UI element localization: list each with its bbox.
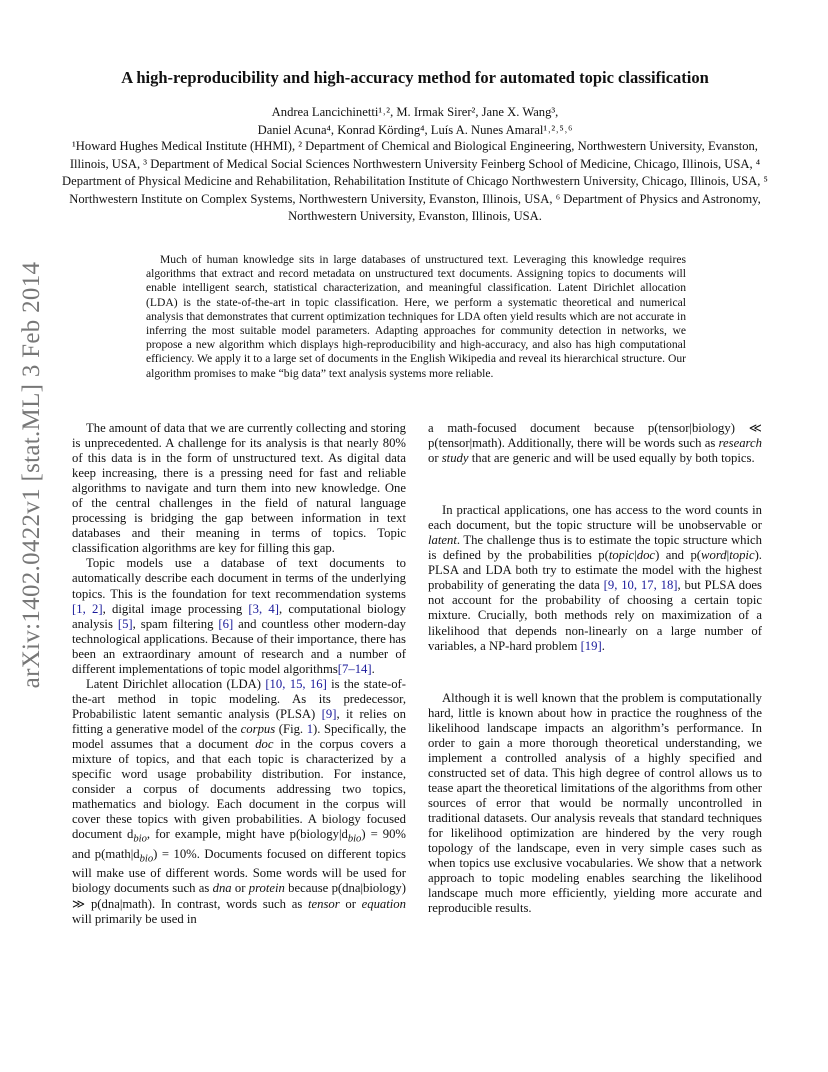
paper-title: A high-reproducibility and high-accuracy method for automated topic classification (121, 68, 709, 87)
author-list (60, 104, 770, 139)
affiliations: ¹Howard Hughes Medical Institute (HHMI), ² Department of Chemical and Biological Engineering, Northwestern University, Evanston, Illinois, USA, ³ Department of Medical Social Sciences Northwestern University Feinberg School of Medicine, Chicago, Illinois, USA, ⁴ Department of Physical Medicine and Rehabilitation, Rehabilitation Institute of Chicago Northwestern University, Chicago, Illinois, USA, ⁵ Northwestern Institute on Complex Systems, Northwestern University, Evanston, Illinois, USA, ⁶ Department of Physics and Astronomy, Northwestern University, Evanston, Illinois, USA. (62, 139, 768, 223)
authors-line-2: Daniel Acuna⁴, Konrad Körding⁴, Luís A. Nunes Amaral¹˒²˒⁵˒⁶ (257, 122, 573, 137)
paragraph: In practical applications, one has access to the word counts in each document, but the topic structure will be unobservable or latent. The challenge thus is to estimate the topic structure which is defined by the probabilities p(topic|doc) and p(word|topic). PLSA and LDA both try to estimate the model with the highest probability of generating the data [9, 10, 17, 18], but PLSA does not account for the probability of choosing a certain topic mixture. Crucially, both methods rely on maximization of a likelihood that depends non-linearly on a large number of variables, a NP-hard problem [19]. (428, 503, 762, 653)
figure-link[interactable]: 1 (306, 721, 314, 736)
arxiv-id: arXiv:1402.0422v1 [stat.ML] 3 Feb 2014 (18, 261, 45, 689)
citation-link[interactable]: [7–14] (337, 661, 372, 676)
paragraph: Topic models use a database of text documents to automatically describe each document in terms of the underlying topics. This is the foundation for text recommendation systems [1, 2], digital image processing [3, 4], computational biology analysis [5], spam filtering [6] and countless other modern-day technological applications. Because of their importance, there has been an extraordinary amount of research and a number of different implementations of topic model algorithms[7–14]. (72, 556, 407, 676)
citation-link[interactable]: [9] (321, 706, 337, 721)
arxiv-sidebar-stamp (12, 255, 52, 695)
citation-link[interactable]: [6] (218, 616, 234, 631)
citation-link[interactable]: [19] (580, 638, 602, 653)
citation-link[interactable]: [9, 10, 17, 18] (603, 578, 678, 593)
left-column (72, 421, 406, 927)
paragraph: The amount of data that we are currently collecting and storing is unprecedented. A challenge for its analysis is that nearly 80% of this data is in the form of unstructured text. As digital data keep increasing, there is a pressing need for fast and reliable algorithms to navigate and turn them into new knowledge. One of the central challenges in the field of natural language processing is bridging the gap between information in text databases and their meaning in terms of topics. Topic classification algorithms are key for filling this gap. (72, 421, 406, 556)
paragraph: Although it is well known that the problem is computationally hard, little is known about how in practice the roughness of the likelihood landscape impacts an algorithm’s performance. In order to gain a more thorough theoretical understanding, we implement a controlled analysis of a highly specified and constructed set of data. This high degree of control allows us to tease apart the theoretical limitations of the algorithms from other sources of error that would be normally uncontrolled in traditional datasets. Our analysis reveals that standard techniques for likelihood optimization are hindered by the very rough topology of the landscape, even in very simple cases such as when topics use exclusive vocabularies. We show that a network approach to topic modeling enables searching the likelihood landscape much more efficiently, yielding more accurate and reproducible results. (428, 690, 762, 916)
paragraph: Latent Dirichlet allocation (LDA) [10, 15, 16] is the state-of-the-art method in topic modeling. As its predecessor, Probabilistic latent semantic analysis (PLSA) [9], it relies on fitting a generative model of the corpus (Fig. 1). Specifically, the model assumes that a document doc in the corpus covers a mixture of topics, and that each topic is characterized by a specific word usage probability distribution. For instance, consider a corpus of documents addressing two topics, mathematics and biology. Each document in the corpus will cover these topics with given probabilities. A biology focused document $d_{bio}$, for example, might have $p(biology|d_{bio}) = 90\%$ and $p(math|d_{bio}) = 10\%$. Documents focused on different topics will make use of different words. Some words will be used for biology documents such as dna or protein because p(dna|biology) ≫ p(dna|math). In contrast, words such as tensor or equation will primarily be used in (72, 676, 407, 926)
authors-line-1: Andrea Lancichinetti¹˒², M. Irmak Sirer², Jane X. Wang³, (271, 105, 559, 119)
right-column (428, 421, 762, 916)
citation-link[interactable]: [5] (117, 616, 133, 631)
citation-link[interactable]: [3, 4] (248, 601, 279, 616)
citation-link[interactable]: [10, 15, 16] (265, 676, 327, 691)
citation-link[interactable]: [1, 2] (72, 601, 103, 616)
paragraph: a math-focused document because p(tensor|biology) ≪ p(tensor|math). Additionally, there will be words such as research or study that are generic and will be used equally by both topics. (428, 421, 762, 466)
abstract: Much of human knowledge sits in large databases of unstructured text. Leveraging this knowledge requires algorithms that extract and record metadata on unstructured text documents. Assigning topics to documents will enable intelligent search, statistical characterization, and meaningful classification. Latent Dirichlet allocation (LDA) is the state-of-the-art in topic classification. Here, we perform a systematic theoretical and numerical analysis that demonstrates that current optimization techniques for LDA often yield results which are not accurate in inferring the most suitable model parameters. Adapting approaches for community detection in networks, we propose a new algorithm which displays high-reproducibility and high-accuracy, and also has high computational efficiency. We apply it to a large set of documents in the English Wikipedia and reveal its hierarchical structure. Our algorithm promises to make “big data” text analysis systems more reliable. (146, 253, 686, 380)
